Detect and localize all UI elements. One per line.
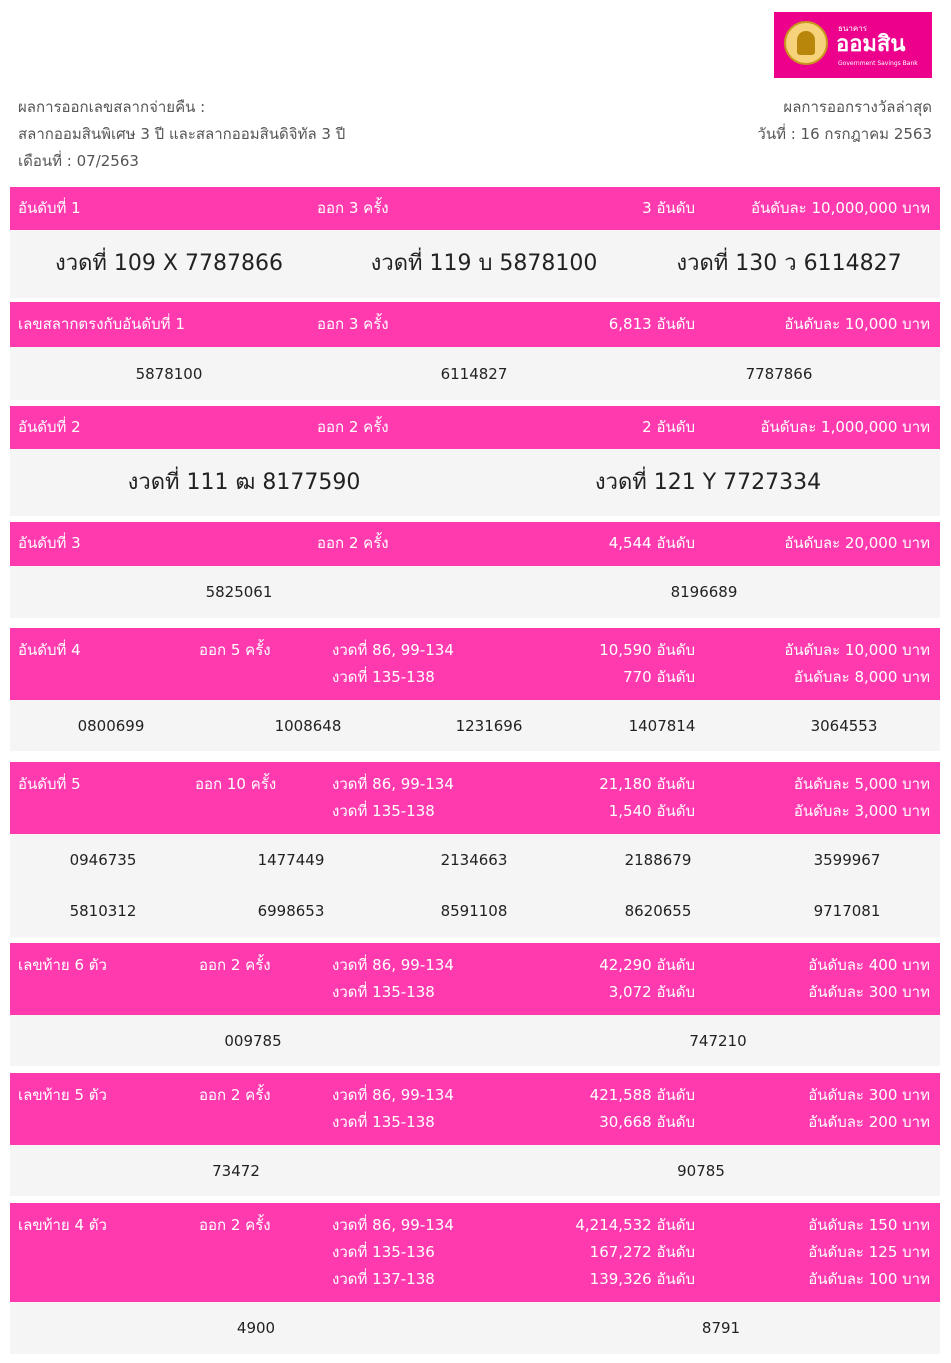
prize-amount: อันดับละ 5,000 บาท bbox=[793, 775, 930, 793]
period: งวดที่ 86, 99-134 bbox=[332, 956, 454, 974]
winning-number: 747210 bbox=[689, 1032, 747, 1050]
period: งวดที่ 135-136 bbox=[332, 1243, 435, 1261]
winning-number: 4900 bbox=[236, 1319, 276, 1337]
prize-header-6 bbox=[10, 762, 940, 834]
winner-count: 42,290 อันดับ bbox=[599, 956, 695, 974]
winning-number: 1008648 bbox=[274, 717, 342, 735]
header-month: เดือนที่ : 07/2563 bbox=[18, 152, 139, 170]
winning-number: 5878100 bbox=[135, 365, 203, 383]
prize-amount: อันดับละ 125 บาท bbox=[808, 1243, 930, 1261]
prize-numbers-6 bbox=[10, 834, 940, 937]
winner-count: 3,072 อันดับ bbox=[608, 983, 695, 1001]
gsb-logo bbox=[774, 12, 932, 78]
logo-english: Government Savings Bank bbox=[838, 60, 918, 67]
winning-number: 6998653 bbox=[257, 902, 325, 920]
prize-numbers-3 bbox=[10, 449, 940, 516]
prize-header-1 bbox=[10, 187, 940, 230]
prize-numbers-8 bbox=[10, 1145, 940, 1196]
winning-number: 0946735 bbox=[69, 851, 137, 869]
winning-number: 1477449 bbox=[257, 851, 325, 869]
prize-amount: อันดับละ 400 บาท bbox=[808, 956, 930, 974]
draw-count: ออก 3 ครั้ง bbox=[317, 199, 389, 217]
winning-number: 6114827 bbox=[440, 365, 508, 383]
winner-count: 421,588 อันดับ bbox=[589, 1086, 695, 1104]
winning-number: 9717081 bbox=[813, 902, 881, 920]
winner-count: 4,544 อันดับ bbox=[608, 534, 695, 552]
period: งวดที่ 86, 99-134 bbox=[332, 641, 454, 659]
winning-number: งวดที่ 121 Y 7727334 bbox=[594, 470, 822, 495]
prize-numbers-2 bbox=[10, 347, 940, 400]
prize-name: อันดับที่ 1 bbox=[18, 199, 81, 217]
draw-count: ออก 2 ครั้ง bbox=[317, 418, 389, 436]
winner-count: 30,668 อันดับ bbox=[599, 1113, 695, 1131]
prize-header-4 bbox=[10, 522, 940, 566]
winning-number: 009785 bbox=[224, 1032, 282, 1050]
prize-amount: อันดับละ 200 บาท bbox=[808, 1113, 930, 1131]
period: งวดที่ 135-138 bbox=[332, 802, 435, 820]
winning-number: 5825061 bbox=[205, 583, 273, 601]
draw-count: ออก 3 ครั้ง bbox=[317, 315, 389, 333]
period: งวดที่ 137-138 bbox=[332, 1270, 435, 1288]
prize-numbers-1 bbox=[10, 230, 940, 298]
prize-amount: อันดับละ 1,000,000 บาท bbox=[760, 418, 930, 436]
winning-number: 90785 bbox=[677, 1162, 725, 1180]
draw-count: ออก 2 ครั้ง bbox=[199, 956, 271, 974]
header-product: สลากออมสินพิเศษ 3 ปี และสลากออมสินดิจิทัล 3 ปี bbox=[18, 125, 346, 143]
winner-count: 770 อันดับ bbox=[623, 668, 695, 686]
period: งวดที่ 86, 99-134 bbox=[332, 1216, 454, 1234]
prize-amount: อันดับละ 8,000 บาท bbox=[793, 668, 930, 686]
prize-name: อันดับที่ 4 bbox=[18, 641, 81, 659]
winning-number: 3599967 bbox=[813, 851, 881, 869]
logo-name: ออมสิน bbox=[836, 32, 906, 57]
prize-name: เลขสลากตรงกับอันดับที่ 1 bbox=[18, 315, 185, 333]
winner-count: 2 อันดับ bbox=[642, 418, 695, 436]
winning-number: 8791 bbox=[701, 1319, 741, 1337]
prize-header-8 bbox=[10, 1073, 940, 1145]
prize-name: อันดับที่ 3 bbox=[18, 534, 81, 552]
prize-header-7 bbox=[10, 943, 940, 1015]
winning-number: งวดที่ 111 ฒ 8177590 bbox=[127, 470, 361, 495]
header-left bbox=[18, 94, 345, 175]
period: งวดที่ 86, 99-134 bbox=[332, 775, 454, 793]
winning-number: 7787866 bbox=[745, 365, 813, 383]
draw-count: ออก 2 ครั้ง bbox=[317, 534, 389, 552]
prize-amount: อันดับละ 150 บาท bbox=[808, 1216, 930, 1234]
period: งวดที่ 135-138 bbox=[332, 668, 435, 686]
winning-number: 73472 bbox=[212, 1162, 260, 1180]
winning-number: 1407814 bbox=[628, 717, 696, 735]
winning-number: 1231696 bbox=[455, 717, 523, 735]
winner-count: 4,214,532 อันดับ bbox=[575, 1216, 695, 1234]
prize-name: อันดับที่ 5 bbox=[18, 775, 81, 793]
winner-count: 139,326 อันดับ bbox=[589, 1270, 695, 1288]
prize-numbers-9 bbox=[10, 1302, 940, 1354]
prize-amount: อันดับละ 3,000 บาท bbox=[793, 802, 930, 820]
prize-amount: อันดับละ 100 บาท bbox=[808, 1270, 930, 1288]
winning-number: งวดที่ 130 ว 6114827 bbox=[676, 251, 902, 276]
prize-amount: อันดับละ 300 บาท bbox=[808, 1086, 930, 1104]
prize-name: เลขท้าย 5 ตัว bbox=[18, 1086, 107, 1104]
result-date: วันที่ : 16 กรกฎาคม 2563 bbox=[757, 125, 932, 143]
latest-result-label: ผลการออกรางวัลล่าสุด bbox=[783, 98, 932, 116]
prize-header-3 bbox=[10, 406, 940, 449]
prize-amount: อันดับละ 10,000,000 บาท bbox=[750, 199, 930, 217]
prize-amount: อันดับละ 300 บาท bbox=[808, 983, 930, 1001]
winning-number: 5810312 bbox=[69, 902, 137, 920]
winning-number: งวดที่ 119 บ 5878100 bbox=[370, 251, 598, 276]
winning-number: 3064553 bbox=[810, 717, 878, 735]
prize-name: เลขท้าย 4 ตัว bbox=[18, 1216, 107, 1234]
prize-name: อันดับที่ 2 bbox=[18, 418, 81, 436]
winning-number: 8591108 bbox=[440, 902, 508, 920]
winner-count: 10,590 อันดับ bbox=[599, 641, 695, 659]
prize-amount: อันดับละ 10,000 บาท bbox=[784, 315, 930, 333]
prize-numbers-7 bbox=[10, 1015, 940, 1066]
prize-amount: อันดับละ 10,000 บาท bbox=[784, 641, 930, 659]
prize-numbers-4 bbox=[10, 566, 940, 618]
draw-count: ออก 5 ครั้ง bbox=[199, 641, 271, 659]
winner-count: 6,813 อันดับ bbox=[608, 315, 695, 333]
prize-numbers-5 bbox=[10, 700, 940, 751]
period: งวดที่ 86, 99-134 bbox=[332, 1086, 454, 1104]
winner-count: 21,180 อันดับ bbox=[599, 775, 695, 793]
winning-number: 2134663 bbox=[440, 851, 508, 869]
winning-number: 8620655 bbox=[624, 902, 692, 920]
bank-seal-icon bbox=[784, 21, 828, 65]
winner-count: 167,272 อันดับ bbox=[589, 1243, 695, 1261]
prize-header-2 bbox=[10, 302, 940, 347]
winning-number: 2188679 bbox=[624, 851, 692, 869]
header-title: ผลการออกเลขสลากจ่ายคืน : bbox=[18, 98, 206, 116]
draw-count: ออก 2 ครั้ง bbox=[199, 1086, 271, 1104]
winning-number: 0800699 bbox=[77, 717, 145, 735]
draw-count: ออก 2 ครั้ง bbox=[199, 1216, 271, 1234]
header-right bbox=[757, 94, 932, 148]
winner-count: 3 อันดับ bbox=[642, 199, 695, 217]
draw-count: ออก 10 ครั้ง bbox=[195, 775, 277, 793]
prize-header-9 bbox=[10, 1203, 940, 1302]
winning-number: งวดที่ 109 X 7787866 bbox=[55, 251, 283, 276]
logo-small-text: ธนาคาร bbox=[838, 24, 867, 33]
period: งวดที่ 135-138 bbox=[332, 1113, 435, 1131]
winning-number: 8196689 bbox=[670, 583, 738, 601]
prize-amount: อันดับละ 20,000 บาท bbox=[784, 534, 930, 552]
winner-count: 1,540 อันดับ bbox=[608, 802, 695, 820]
period: งวดที่ 135-138 bbox=[332, 983, 435, 1001]
prize-name: เลขท้าย 6 ตัว bbox=[18, 956, 107, 974]
prize-header-5 bbox=[10, 628, 940, 700]
